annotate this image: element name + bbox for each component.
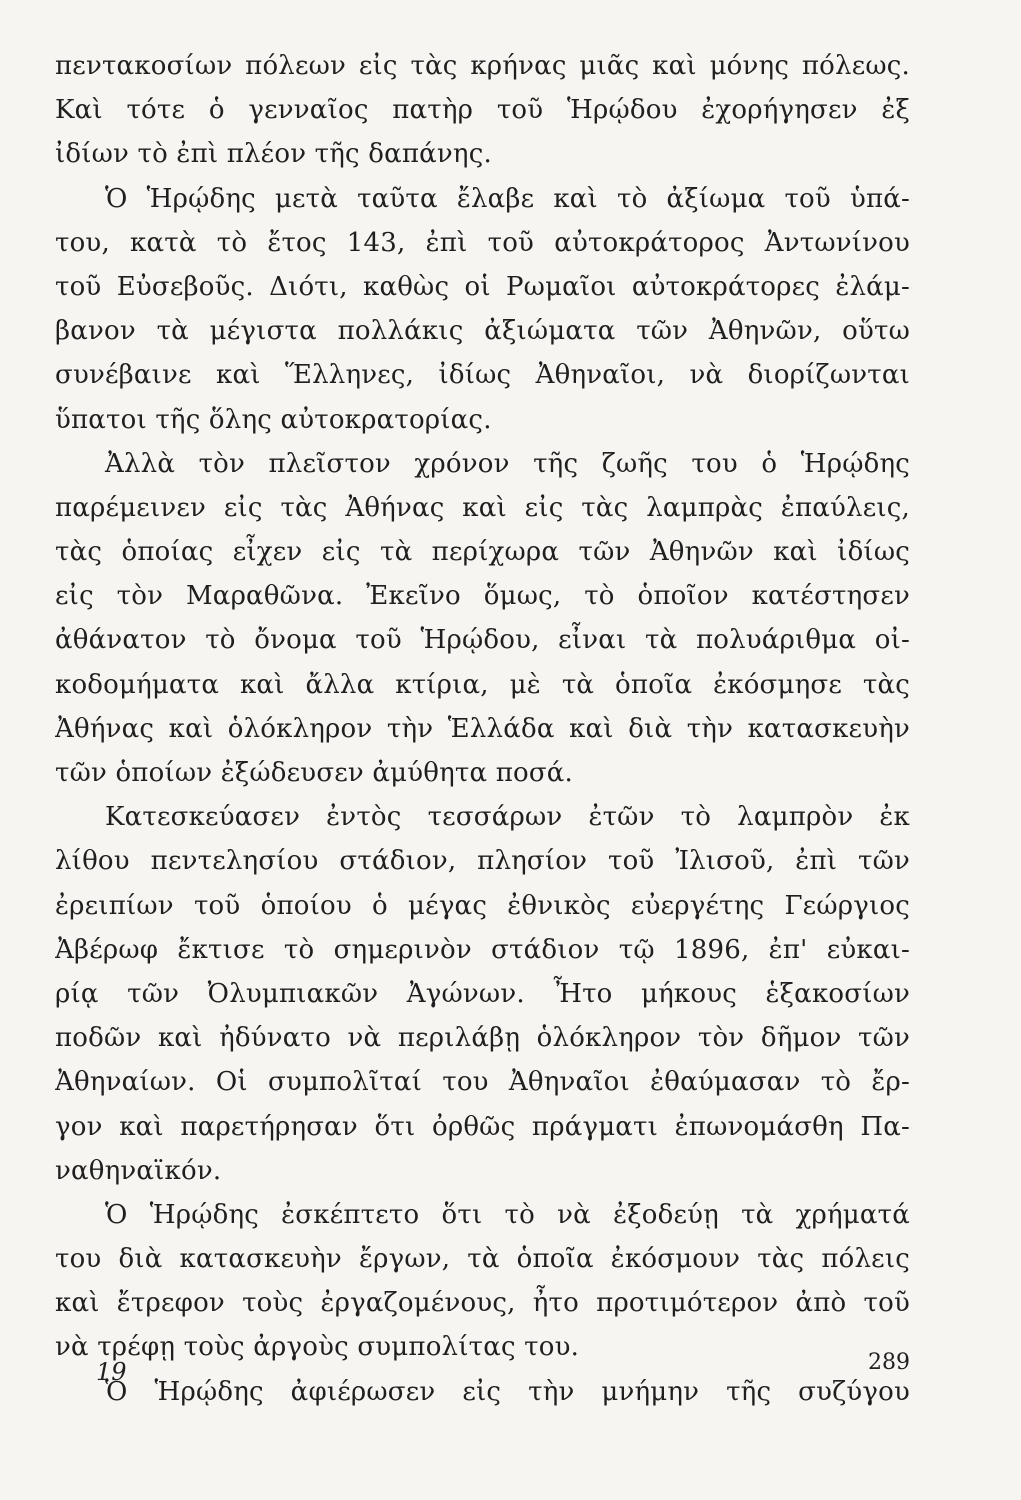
paragraph-first-line: Κατεσκεύασεν ἐντὸς τεσσάρων ἐτῶν τὸ λαμπρὸν ἐκ — [105, 802, 910, 833]
text-line: ποδῶν καὶ ἠδύνατο νὰ περιλάβῃ ὁλόκληρον τὸν δῆμον τῶν — [55, 1023, 910, 1054]
text-line: τοῦ Εὐσεβοῦς. Διότι, καθὼς οἱ Ρωμαῖοι αὐτοκράτορες ἐλάμ- — [55, 271, 910, 302]
text-line: καὶ ἔτρεφον τοὺς ἐργαζομένους, ἦτο προτιμότερον ἀπὸ τοῦ — [55, 1288, 910, 1319]
paragraph-first-line: Ὁ Ἡρῴδης ἐσκέπτετο ὅτι τὸ νὰ ἐξοδεύῃ τὰ χρήματά — [105, 1199, 910, 1230]
text-line: του διὰ κατασκευὴν ἔργων, τὰ ὁποῖα ἐκόσμουν τὰς πόλεις — [55, 1244, 910, 1275]
text-line: κοδομήματα καὶ ἄλλα κτίρια, μὲ τὰ ὁποῖα ἐκόσμησε τὰς — [55, 669, 910, 700]
signature-mark: 19 — [96, 1358, 127, 1386]
text-line: νὰ τρέφῃ τοὺς ἀργοὺς συμπολίτας του. — [55, 1332, 580, 1363]
text-line: του, κατὰ τὸ ἔτος 143, ἐπὶ τοῦ αὐτοκράτορος Ἀντωνίνου — [55, 227, 910, 258]
text-line: ἰδίων τὸ ἐπὶ πλέον τῆς δαπάνης. — [55, 139, 492, 170]
text-line: ναθηναϊκόν. — [55, 1155, 222, 1186]
text-line: τὰς ὁποίας εἶχεν εἰς τὰ περίχωρα τῶν Ἀθηνῶν καὶ ἰδίως — [55, 537, 910, 568]
text-line: πεντακοσίων πόλεων εἰς τὰς κρήνας μιᾶς καὶ μόνης πόλεως. — [55, 51, 910, 81]
page-number: 289 — [868, 1350, 910, 1375]
text-line: ὕπατοι τῆς ὅλης αὐτοκρατορίας. — [55, 404, 492, 435]
paragraph-first-line: Ἀλλὰ τὸν πλεῖστον χρόνον τῆς ζωῆς του ὁ Ἡρῴδης — [105, 448, 910, 479]
text-line: Ἀθήνας καὶ ὁλόκληρον τὴν Ἑλλάδα καὶ διὰ τὴν κατασκευὴν — [55, 713, 910, 744]
text-line: συνέβαινε καὶ Ἕλληνες, ἰδίως Ἀθηναῖοι, νὰ διορίζωνται — [55, 360, 910, 391]
page-footer — [0, 1350, 1021, 1398]
text-line: βανον τὰ μέγιστα πολλάκις ἀξιώματα τῶν Ἀθηνῶν, οὕτω — [55, 316, 910, 347]
body-text — [55, 44, 910, 1414]
text-line: λίθου πεντελησίου στάδιον, πλησίον τοῦ Ἰλισοῦ, ἐπὶ τῶν — [55, 846, 910, 877]
text-line: Ἀθηναίων. Οἱ συμπολῖταί του Ἀθηναῖοι ἐθαύμασαν τὸ ἔρ- — [55, 1067, 910, 1098]
text-line: ἀθάνατον τὸ ὄνομα τοῦ Ἡρῴδου, εἶναι τὰ πολυάριθμα οἰ- — [55, 625, 910, 656]
text-line: Καὶ τότε ὁ γενναῖος πατὴρ τοῦ Ἡρῴδου ἐχορήγησεν ἐξ — [55, 95, 910, 126]
text-line: Ἀβέρωφ ἔκτισε τὸ σημερινὸν στάδιον τῷ 1896, ἐπ' εὐκαι- — [55, 934, 910, 965]
paragraph-first-line: Ὁ Ἡρῴδης μετὰ ταῦτα ἔλαβε καὶ τὸ ἀξίωμα τοῦ ὑπά- — [105, 183, 910, 214]
text-line: γον καὶ παρετήρησαν ὅτι ὀρθῶς πράγματι ἐπωνομάσθη Πα- — [55, 1111, 910, 1142]
text-line: ἐρειπίων τοῦ ὁποίου ὁ μέγας ἐθνικὸς εὐεργέτης Γεώργιος — [55, 890, 910, 921]
text-line: τῶν ὁποίων ἐξώδευσεν ἀμύθητα ποσά. — [55, 758, 574, 788]
paragraph-first-line: Ὁ Ἡρῴδης ἀφιέρωσεν εἰς τὴν μνήμην τῆς συζύγου — [105, 1376, 910, 1407]
text-line: ρίᾳ τῶν Ὀλυμπιακῶν Ἀγώνων. Ἦτο μήκους ἑξακοσίων — [55, 978, 910, 1009]
text-line: εἰς τὸν Μαραθῶνα. Ἐκεῖνο ὅμως, τὸ ὁποῖον κατέστησεν — [55, 581, 910, 612]
text-line: παρέμεινεν εἰς τὰς Ἀθήνας καὶ εἰς τὰς λαμπρὰς ἐπαύλεις, — [55, 492, 910, 523]
